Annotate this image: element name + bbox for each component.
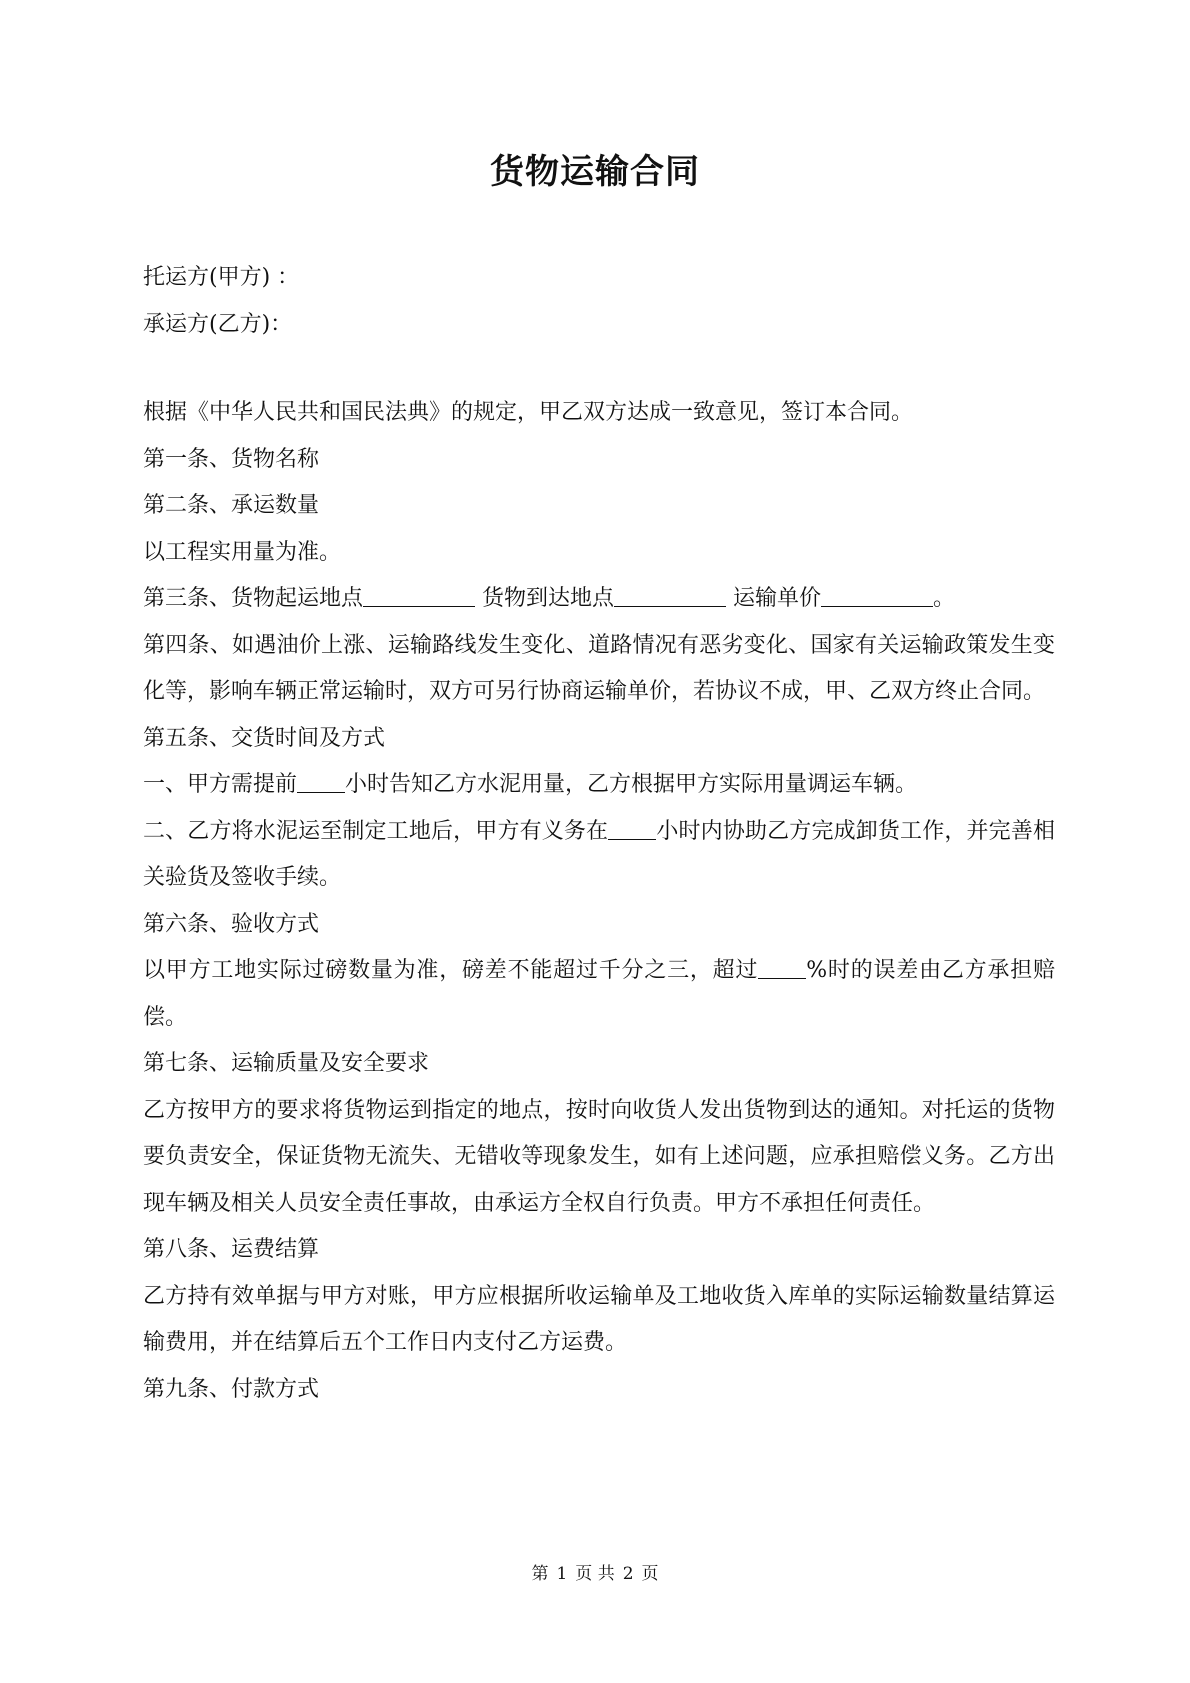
article-5-item-2-after: 小时内协助乙方完成卸货工作，并完善相关验货及签收手续。 [143, 818, 1055, 890]
footer-middle: 页 共 [575, 1564, 615, 1584]
article-6-before: 以甲方工地实际过磅数量为准，磅差不能超过千分之三，超过 [143, 958, 759, 983]
contract-body [143, 255, 1055, 1413]
article-3-line [143, 576, 1055, 623]
article-5-item-2 [143, 809, 1055, 902]
footer-suffix: 页 [641, 1564, 659, 1584]
article-7-paragraph: 乙方按甲方的要求将货物运到指定的地点，按时向收货人发出货物到达的通知。对托运的货物要负责安全，保证货物无流失、无错收等现象发生，如有上述问题，应承担赔偿义务。乙方出现车辆及相关人员安全责任事故，由承运方全权自行负责。甲方不承担任何责任。 [143, 1097, 1055, 1216]
article-6-heading: 第六条、验收方式 [143, 911, 320, 937]
unload-hours-blank [608, 813, 656, 840]
notice-hours-blank [297, 766, 345, 793]
article-4-paragraph: 第四条、如遇油价上涨、运输路线发生变化、道路情况有恶劣变化、国家有关运输政策发生变化等，影响车辆正常运输时，双方可另行协商运输单价，若协议不成，甲、乙双方终止合同。 [143, 632, 1055, 704]
article-5-item-1-before: 一、甲方需提前 [143, 772, 298, 797]
footer-total-pages: 2 [622, 1564, 634, 1584]
party-a-line: 托运方(甲方) ： [143, 265, 300, 290]
article-1-heading: 第一条、货物名称 [143, 446, 320, 472]
party-b-line: 承运方(乙方)： [143, 311, 293, 337]
article-3-end: 。 [933, 586, 956, 611]
footer-page-number: 1 [556, 1564, 568, 1584]
article-2-text: 以工程实用量为准。 [143, 539, 342, 565]
destination-blank [614, 580, 726, 607]
article-3-price-label: 运输单价 [726, 586, 822, 611]
origin-blank [363, 580, 475, 607]
article-3-origin-label: 第三条、货物起运地点 [143, 586, 364, 611]
article-5-item-2-before: 二、乙方将水泥运至制定工地后，甲方有义务在 [143, 818, 609, 844]
footer-prefix: 第 [531, 1564, 549, 1584]
tolerance-percent-blank [758, 952, 806, 979]
article-9-heading: 第九条、付款方式 [143, 1376, 320, 1402]
article-5-heading: 第五条、交货时间及方式 [143, 725, 386, 751]
article-6-paragraph [143, 948, 1055, 1041]
document-title: 货物运输合同 [490, 152, 700, 192]
spacer [143, 348, 1055, 390]
article-5-item-1-after: 小时告知乙方水泥用量，乙方根据甲方实际用量调运车辆。 [345, 772, 918, 797]
unit-price-blank [821, 580, 933, 607]
page-footer [0, 1562, 1190, 1586]
article-5-item-1 [143, 762, 1055, 809]
article-8-paragraph: 乙方持有效单据与甲方对账，甲方应根据所收运输单及工地收货入库单的实际运输数量结算运输费用，并在结算后五个工作日内支付乙方运费。 [143, 1283, 1055, 1355]
intro-paragraph: 根据《中华人民共和国民法典》的规定，甲乙双方达成一致意见，签订本合同。 [143, 400, 914, 425]
article-2-heading: 第二条、承运数量 [143, 493, 320, 518]
article-3-destination-label: 货物到达地点 [475, 586, 615, 611]
article-6-after: %时的误差由乙方承担赔偿。 [143, 958, 1055, 1030]
article-8-heading: 第八条、运费结算 [143, 1237, 320, 1262]
article-7-heading: 第七条、运输质量及安全要求 [143, 1051, 430, 1076]
